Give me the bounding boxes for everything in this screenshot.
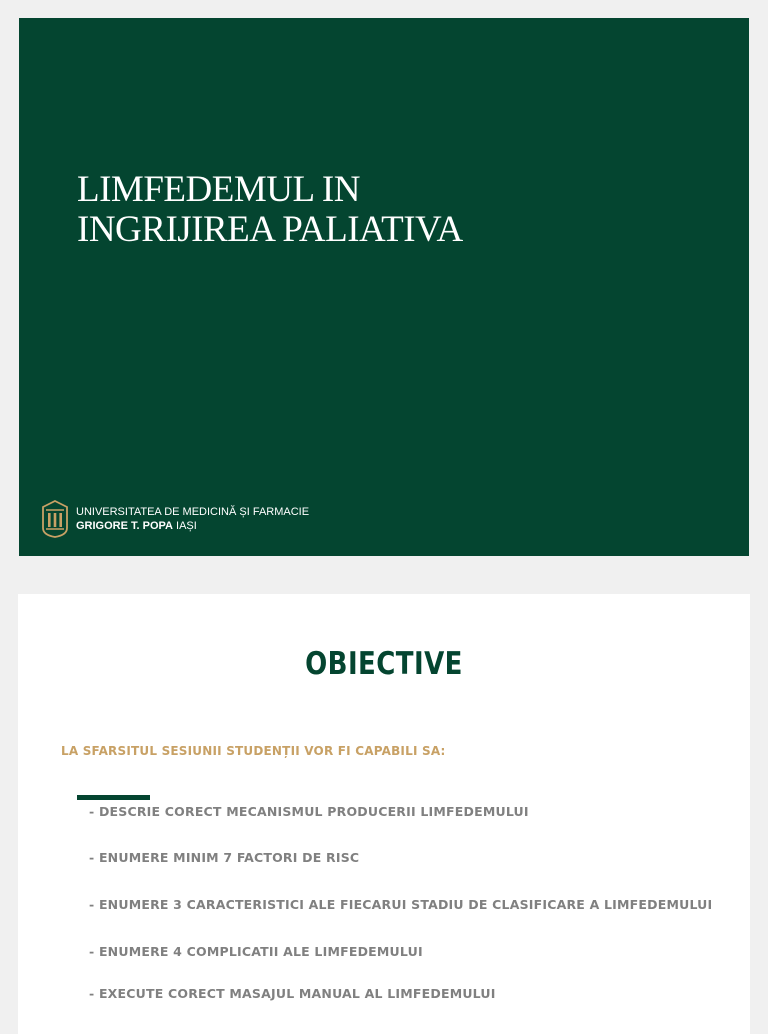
slide-title-line-2: INGRIJIREA PALIATIVA bbox=[77, 209, 463, 250]
objective-item: - DESCRIE CORECT MECANISMUL PRODUCERII LIMFEDEMULUI bbox=[89, 804, 529, 819]
objectives-heading: OBIECTIVE bbox=[305, 646, 463, 682]
slide-title bbox=[77, 170, 463, 250]
logo-university-name: UNIVERSITATEA DE MEDICINĂ ȘI FARMACIE bbox=[76, 506, 310, 518]
objectives-intro: LA SFARSITUL SESIUNII STUDENȚII VOR FI CAPABILI SA: bbox=[61, 744, 446, 758]
objective-item: - ENUMERE 4 COMPLICATII ALE LIMFEDEMULUI bbox=[89, 944, 423, 959]
university-logo bbox=[41, 500, 309, 538]
slide-title-line-1: LIMFEDEMUL IN bbox=[77, 169, 360, 210]
university-columns-icon bbox=[41, 500, 69, 538]
objectives-slide bbox=[18, 594, 750, 1034]
logo-name-bold: GRIGORE T. POPA bbox=[76, 520, 173, 532]
objective-item: - ENUMERE MINIM 7 FACTORI DE RISC bbox=[89, 850, 360, 865]
logo-university-subtitle bbox=[76, 519, 309, 533]
objective-item: - ENUMERE 3 CARACTERISTICI ALE FIECARUI STADIU DE CLASIFICARE A LIMFEDEMULUI bbox=[89, 897, 713, 912]
title-slide bbox=[19, 18, 749, 556]
accent-bar bbox=[77, 795, 150, 800]
logo-text bbox=[76, 505, 309, 533]
logo-city: IAȘI bbox=[172, 520, 197, 532]
objective-item: - EXECUTE CORECT MASAJUL MANUAL AL LIMFEDEMULUI bbox=[89, 986, 496, 1001]
